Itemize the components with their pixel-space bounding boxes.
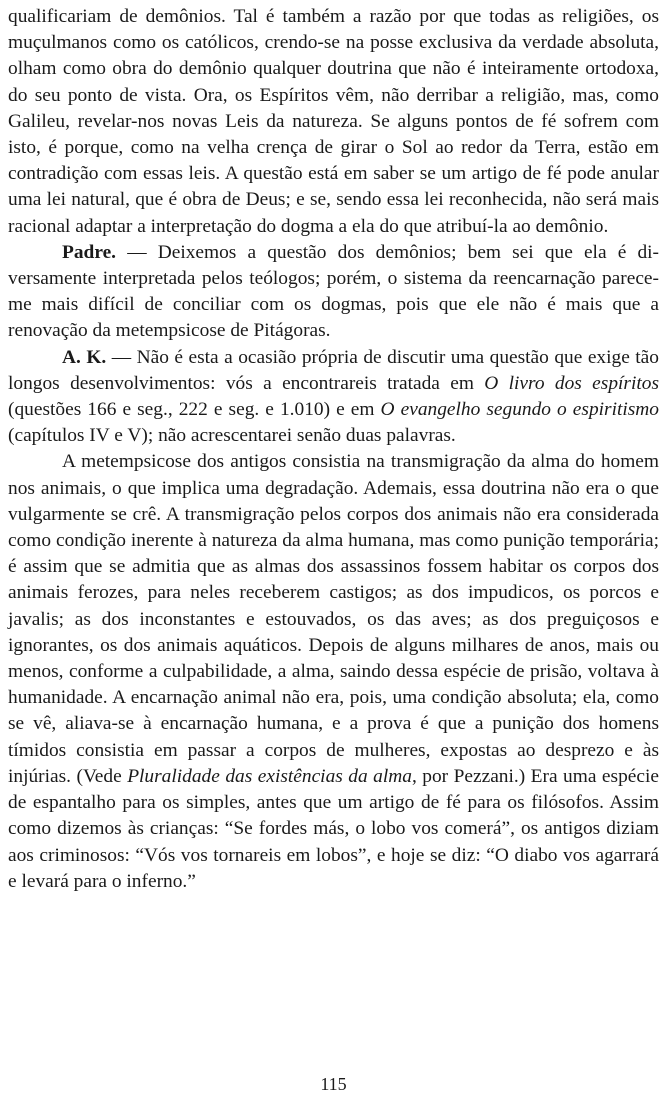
paragraph-metempsicose xyxy=(8,449,659,894)
text-run: A metempsicose dos antigos consistia na transmigração da alma do homem nos animais, o que implica uma degradação. Ademais, essa doutrina não era o que vulgarmente se crê. A transmigração pelos corpos dos animais não era considerada como condição inerente à natureza da alma humana, mas como punição temporária; é assim que se admitia que as almas dos assassinos fossem habitar os corpos dos animais ferozes, para neles receberem castigos; as dos impudicos, os porcos e javalis; as dos inconstantes e estouvados, os das aves; as dos preguiçosos e ignorantes, os dos animais aquáticos. Depois de alguns milhares de anos, mais ou menos, conforme a culpabilidade, a alma, saindo dessa espécie de prisão, voltava à humanidade. A encarnação animal não era, pois, uma condição absoluta; ela, como se vê, aliava-se à encarnação humana, e a prova é que a punição dos homens tímidos consistia em passar a corpos de mulheres, expostas ao desprezo e às injúrias. (Vede xyxy=(8,451,659,787)
book-title: O livro dos espíritos xyxy=(484,372,659,394)
text-run: (questões 166 e seg., 222 e seg. e 1.010) e em xyxy=(8,399,381,421)
page-number: 115 xyxy=(320,1074,347,1094)
speaker-label: Padre. xyxy=(62,241,117,263)
text-run: qualificariam de demônios. Tal é também a razão por que todas as religiões, os muçulmanos como os católicos, crendo-se na posse exclusiva da verdade absoluta, olham como obra do demônio qualquer doutrina que não é inteiramente ortodoxa, do seu ponto de vista. Ora, os Espíritos vêm, não derribar a religião, mas, como Galileu, revelar-nos novas Leis da natureza. Se alguns pontos de fé sofrem com isto, é porque, como na velha crença de girar o Sol ao redor da Terra, estão em contradição com essas leis. A questão está em saber se um artigo de fé pode anular uma lei natural, que é obra de Deus; e se, sendo essa lei reconhecida, não será mais racional adaptar a interpretação do dogma a ela do que atribuí-la ao demônio. xyxy=(8,6,659,237)
paragraph-ak xyxy=(8,345,659,450)
body-text xyxy=(8,4,659,895)
paragraph-padre xyxy=(8,240,659,345)
paragraph-continuation xyxy=(8,4,659,240)
text-run: (capítulos IV e V); não acrescentarei senão duas palavras. xyxy=(8,425,456,447)
text-run: — Deixemos a questão dos demônios; bem sei que ela é diversamente interpretada pelos teólogos; porém, o sistema da reencarnação parece-me mais difícil de conciliar com os dogmas, pois que ele não é mais que a renovação da metempsicose de Pitágoras. xyxy=(8,241,659,342)
speaker-label: A. K. xyxy=(62,346,107,368)
text-run: — Não é esta a ocasião própria de discutir uma questão que exige tão longos desenvolvimentos: vós a encontrareis tratada em xyxy=(8,346,659,394)
book-title: Pluralidade das existências da alma xyxy=(127,765,412,787)
book-title: O evangelho segundo o espiritismo xyxy=(380,399,659,421)
text-run: , por Pezzani.) Era uma espécie de espantalho para os simples, antes que um artigo de fé para os filósofos. Assim como dizemos às crianças: “Se fordes más, o lobo vos comerá”, os antigos diziam aos criminosos: “Vós vos tornareis em lobos”, e hoje se diz: “O diabo vos agarrará e levará para o inferno.” xyxy=(8,765,659,892)
